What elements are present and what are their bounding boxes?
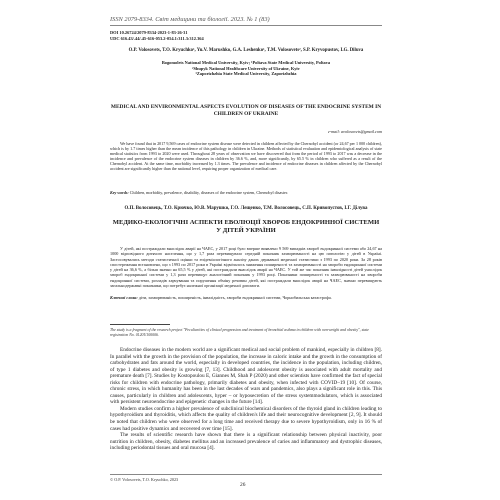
article-title-ua: МЕДИКО-ЕКОЛОГІЧНІ АСПЕКТИ ЕВОЛЮЦІЇ ХВОРОБ ЕНДОКРИННОЇ СИСТЕМИ У ДІТЕЙ УКРАЇНИ: [112, 219, 380, 234]
body-paragraph: Endocrine diseases in the modern world are a significant medical and social problem of mankind, especially in children [8]. In parallel with the growth in the provision of the population, the increase in caloric intake and the growth in the consumption of carbohydrates and fats around the world, especially in developed countries, the incidence in the population, including children, of type 1 diabetes and obesity is growing [7, 13]. Childhood and adolescent obesity is associated with adult mortality and premature death [7]. Studies by Kostopoulou E, Giannes M, Shah P (2020) and other scientists have confirmed the fact of special risks for children with endocrine pathology, primarily diabetes and obesity, when infected with COVID–19 [10]. Of course, chronic stress, in which humanity has been in the last decades of wars and pandemics, also plays a significant role in this. This causes, particularly in children and adolescents, hyper – or hyposecretion of the stress systemmodulators, which is associated with persistent neuroendocrine and epigenetic changes in the future [14].: [110, 347, 382, 406]
footnote: The study is a fragment of the research project "Peculiarities of clinical progression and treatment of bronchial asthma in children with overweight and obesity", state registration No. 0120U100006.: [110, 328, 369, 337]
article-title-en: MEDICAL AND ENVIRONMENTAL ASPECTS EVOLUTION OF DISEASES OF THE ENDOCRINE SYSTEM IN CHILDREN OF UKRAINE: [110, 104, 382, 117]
affiliation-line: Bogomolets National Medical University, Kyiv; ¹Poltava State Medical University, Poltava: [161, 60, 331, 65]
copyright-footer: © O.P. Volosovets, T.O. Kryuchko, 2023: [110, 474, 382, 482]
abstract-en: We have found that in 2017 9,569 cases of endocrine system disease were detected in children affected by the Chernobyl accident (or 24,67 per 1 000 children), which is by 1.7 times higher than the mean incidence of this pathology in children in Ukraine. Methods of statistical evaluation and epidemiological analysis of state medical statistics from 1993 to 2020 were used. Throughout 28 years of observation we have discovered that from the period of 1993 to 2017 was a decrease in the incidence and prevalence of the endocrine system diseases in children by 36.6 %, and, more significantly, by 65.5 % in children who suffered as a result of the Chernobyl accident. At the same time, morbidity increased by 1.3 times. The prevalence and incidence of endocrine diseases in children affected by the Chernobyl accident are significantly higher than the national level, requiring proper organization of medical care.: [110, 141, 382, 171]
authors-en: O.P. Volosovets, T.O. Kryuchko¹, Yu.V. Marushko, G.A. Leshenko¹, T.M. Volosovets², S.P. Kryvopustov, I.G. Diluva: [128, 48, 364, 53]
doi-block: [110, 30, 382, 41]
affiliation-line: ²Shupyk National Healthcare University of Ukraine, Kyiv: [192, 65, 300, 71]
body-paragraph: The results of scientific research have shown that there is a significant relationship between physical inactivity, poor nutrition in children, obesity, diabetes mellitus and an increased prevalence of caries and inflammatory and dystrophic diseases, including periodontal tissues and oral mucosa [4].: [110, 432, 382, 452]
affiliation-line: ³Zaporizhzhia State Medical University, Zaporizhzhia: [195, 71, 297, 77]
journal-header: ISSN 2079-8334. Світ медицини та біології. 2023. № 1 (83): [110, 16, 382, 26]
keywords-en: [110, 190, 382, 195]
contact-email: e-mail: avolosovets@gmail.com: [327, 129, 382, 134]
doi-line: DOI 10.26724/2079-8334-2023-1-83-26-31: [110, 30, 188, 35]
abstract-ua: У дітей, які постраждали внаслідок аварії на ЧАЕС, у 2017 році було вперше виявлено 9 569 випадків хвороб ендокринної системи або 24,67 на 1000 відповідного дитячого населення, що у 1,7 раза перевищувало середній показник захворюваності на цю патологію у дітей в Україні. Застосовувались методи статистичної оцінки та епідеміологічного аналізу даних державної медичної статистики з 1993 по 2020 роки. За 28 років спостереження встановлено, що з 1993 по 2017 роки в Україні відмічалось зниження поширеності та захворюваності на хвороби ендокринної системи у дітей на 36,6 %, а більш значно на 65,5 % у дітей, які постраждали внаслідок аварії на ЧАЕС. У той же час показник інвалідності дітей унаслідок хвороб ендокринної системи у 1,3 рази перевищує аналогічний показник у 1993 році. Показники поширеності та захворюваності на хвороби ендокринної системи, розладів харчування та порушення обміну речовин дітей, які постраждали внаслідок аварії на ЧАЕС, значно перевищують загальнодержавні показники, що потребує належної організації медичної допомоги.: [110, 246, 382, 289]
keywords-text: Children, morbidity, prevalence, disability, diseases of the endocrine system, Chernobyl disaster.: [129, 190, 288, 195]
page-number: 26: [240, 482, 246, 488]
body-paragraph: Modern studies confirm a higher prevalence of subclinical biochemical disorders of the thyroid gland in children leading to hypothyroidism and thyroiditis, which affects the quality of children's life and their neurocognitive development [2, 9]. It should be noted that children who were observed for a long time and received therapy due to severe hypothyroidism, only in 16 % of cases had positive dynamics and recovered over time [15].: [110, 405, 382, 432]
authors-ua: О.П. Волосовець, Т.О. Крючко, Ю.В. Марушко, Г.О. Лещенко, Т.М. Волосовець, С.П. Кривопустов, І.Г. Ділува: [124, 206, 368, 211]
keywords-ua: [110, 295, 382, 300]
keywords-text-ua: діти, захворюваність, поширеність, інвалідність, хвороби ендокринної системи, Чорнобильська катастрофа.: [138, 295, 332, 300]
keywords-label-ua: Ключові слова:: [110, 295, 138, 300]
body-text: [110, 347, 382, 452]
affiliations: [110, 60, 382, 77]
udc-line: UDC 616.43/.44/.45-616-053.2-054.1:311.3:312.364: [110, 35, 204, 41]
keywords-label: Key words:: [110, 190, 129, 195]
footnote-divider: [110, 324, 170, 325]
